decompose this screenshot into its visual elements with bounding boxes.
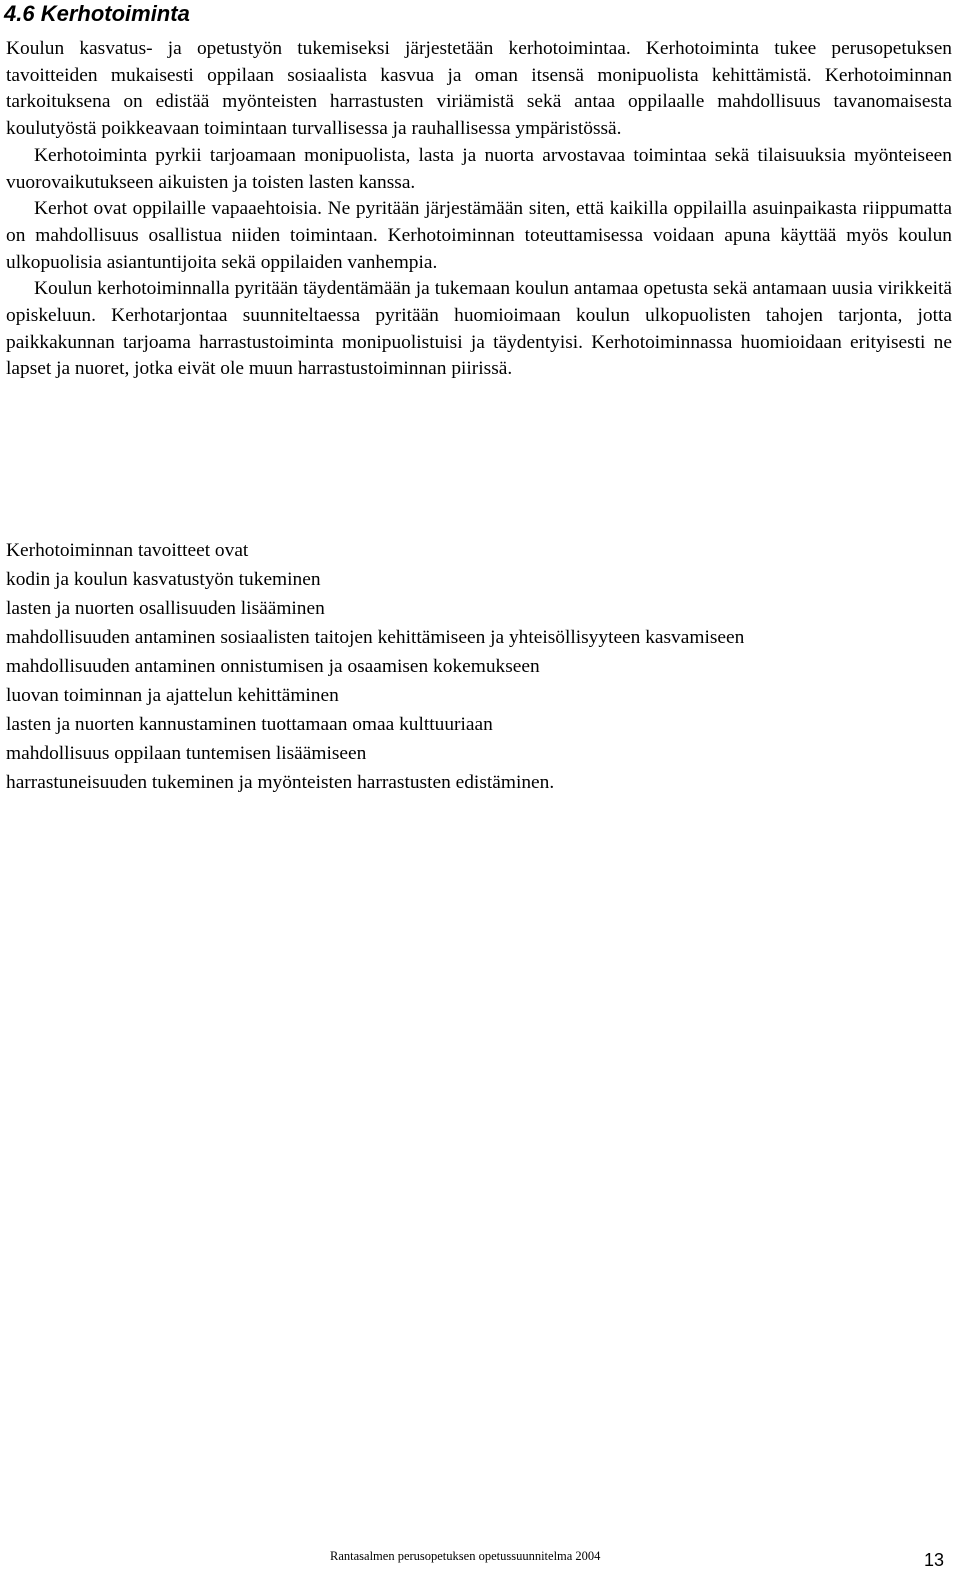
page-number: 13 bbox=[924, 1550, 945, 1570]
goal-item: lasten ja nuorten osallisuuden lisääminen bbox=[6, 598, 325, 619]
goal-item: mahdollisuuden antaminen onnistumisen ja osaamisen kokemukseen bbox=[6, 656, 540, 677]
goals-list bbox=[6, 536, 952, 797]
section-body bbox=[6, 36, 952, 383]
footer-document-title: Rantasalmen perusopetuksen opetussuunnitelma 2004 bbox=[330, 1549, 601, 1563]
paragraph-voluntary: Kerhot ovat oppilaille vapaaehtoisia. Ne pyritään järjestämään siten, että kaikilla oppilailla asuinpaikasta riippumatta on mahdollisuus osallistua niiden toimintaan. Kerhotoiminnan toteuttamisessa voidaan apuna käyttää myös koulun ulkopuolisia asiantuntijoita sekä oppilaiden vanhempia. bbox=[6, 198, 952, 273]
goal-item: mahdollisuus oppilaan tuntemisen lisäämiseen bbox=[6, 743, 367, 764]
goal-item: lasten ja nuorten kannustaminen tuottamaan omaa kulttuuriaan bbox=[6, 714, 493, 735]
goal-item: luovan toiminnan ja ajattelun kehittäminen bbox=[6, 685, 339, 706]
section-heading: 4.6 Kerhotoiminta bbox=[4, 1, 190, 26]
paragraph-intro: Koulun kasvatus- ja opetustyön tukemiseksi järjestetään kerhotoimintaa. Kerhotoiminta tukee perusopetuksen tavoitteiden mukaisesti oppilaan sosiaalista kasvua ja oman itsensä monipuolista kehittämistä. Kerhotoiminnan tarkoituksena on edistää myönteisten harrastusten viriämistä sekä antaa oppilaalle mahdollisuus tavanomaisesta koulutyöstä poikkeavaan toimintaan turvallisessa ja rauhallisessa ympäristössä. bbox=[6, 38, 952, 140]
goal-item: kodin ja koulun kasvatustyön tukeminen bbox=[6, 569, 321, 590]
goal-item: mahdollisuuden antaminen sosiaalisten taitojen kehittämiseen ja yhteisöllisyyteen kasvamiseen bbox=[6, 627, 745, 648]
paragraph-activities: Kerhotoiminta pyrkii tarjoamaan monipuolista, lasta ja nuorta arvostavaa toimintaa sekä tilaisuuksia myönteiseen vuorovaikutukseen aikuisten ja toisten lasten kanssa. bbox=[6, 144, 952, 193]
paragraph-complement: Koulun kerhotoiminnalla pyritään täydentämään ja tukemaan koulun antamaa opetusta sekä antamaan uusia virikkeitä opiskeluun. Kerhotarjontaa suunniteltaessa pyritään huomioimaan koulun ulkopuolisten tahojen tarjonta, jotta paikkakunnan tarjoama harrastustoiminta monipuolistuisi ja täydentyisi. Kerhotoiminnassa huomioidaan erityisesti ne lapset ja nuoret, jotka eivät ole muun harrastustoiminnan piirissä. bbox=[6, 278, 952, 380]
goal-item: harrastuneisuuden tukeminen ja myönteisten harrastusten edistäminen. bbox=[6, 772, 555, 793]
goals-title: Kerhotoiminnan tavoitteet ovat bbox=[6, 540, 249, 561]
